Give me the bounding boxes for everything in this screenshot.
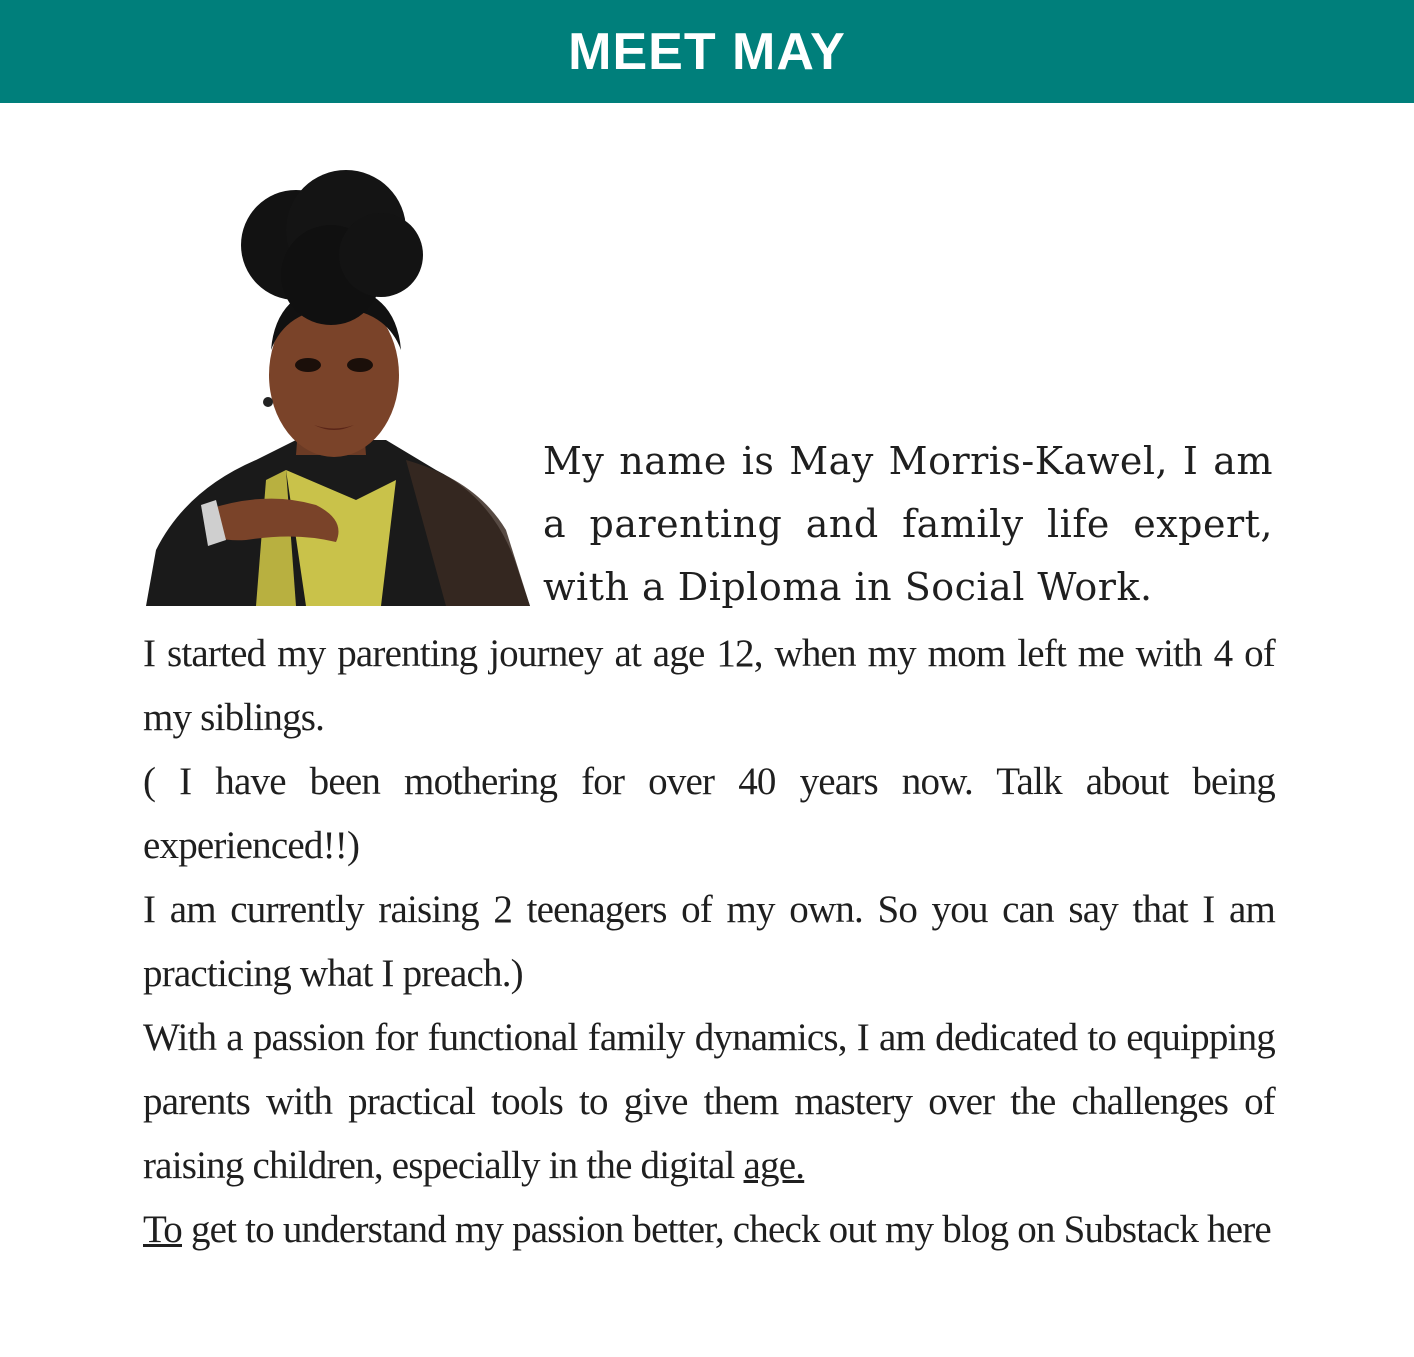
intro-text [543,430,1273,619]
page-title: MEET MAY [568,22,846,81]
portrait-icon [146,170,530,606]
blog-paragraph [143,1198,1275,1262]
blog-link-text[interactable]: get to understand my passion better, check out my blog on Substack here [182,1208,1271,1251]
header-banner [0,0,1414,103]
passion-text: With a passion for functional family dynamics, I am dedicated to equipping parents with practical tools to give them mastery over the challenges of raising children, especially in the digital [143,1016,1275,1187]
bio-body [143,622,1275,1262]
journey-paragraph: I started my parenting journey at age 12, when my mom left me with 4 of my siblings. [143,632,1275,739]
teens-paragraph: I am currently raising 2 teenagers of my own. So you can say that I am practicing what I preach.) [143,888,1275,995]
passion-paragraph [143,1006,1275,1198]
intro-paragraph: My name is May Morris-Kawel, I am a parenting and family life expert, with a Diploma in Social Work. [543,439,1273,609]
mothering-paragraph: ( I have been mothering for over 40 years now. Talk about being experienced!!) [143,760,1275,867]
passion-age-text: age. [743,1144,805,1187]
blog-to-text: To [143,1208,182,1251]
